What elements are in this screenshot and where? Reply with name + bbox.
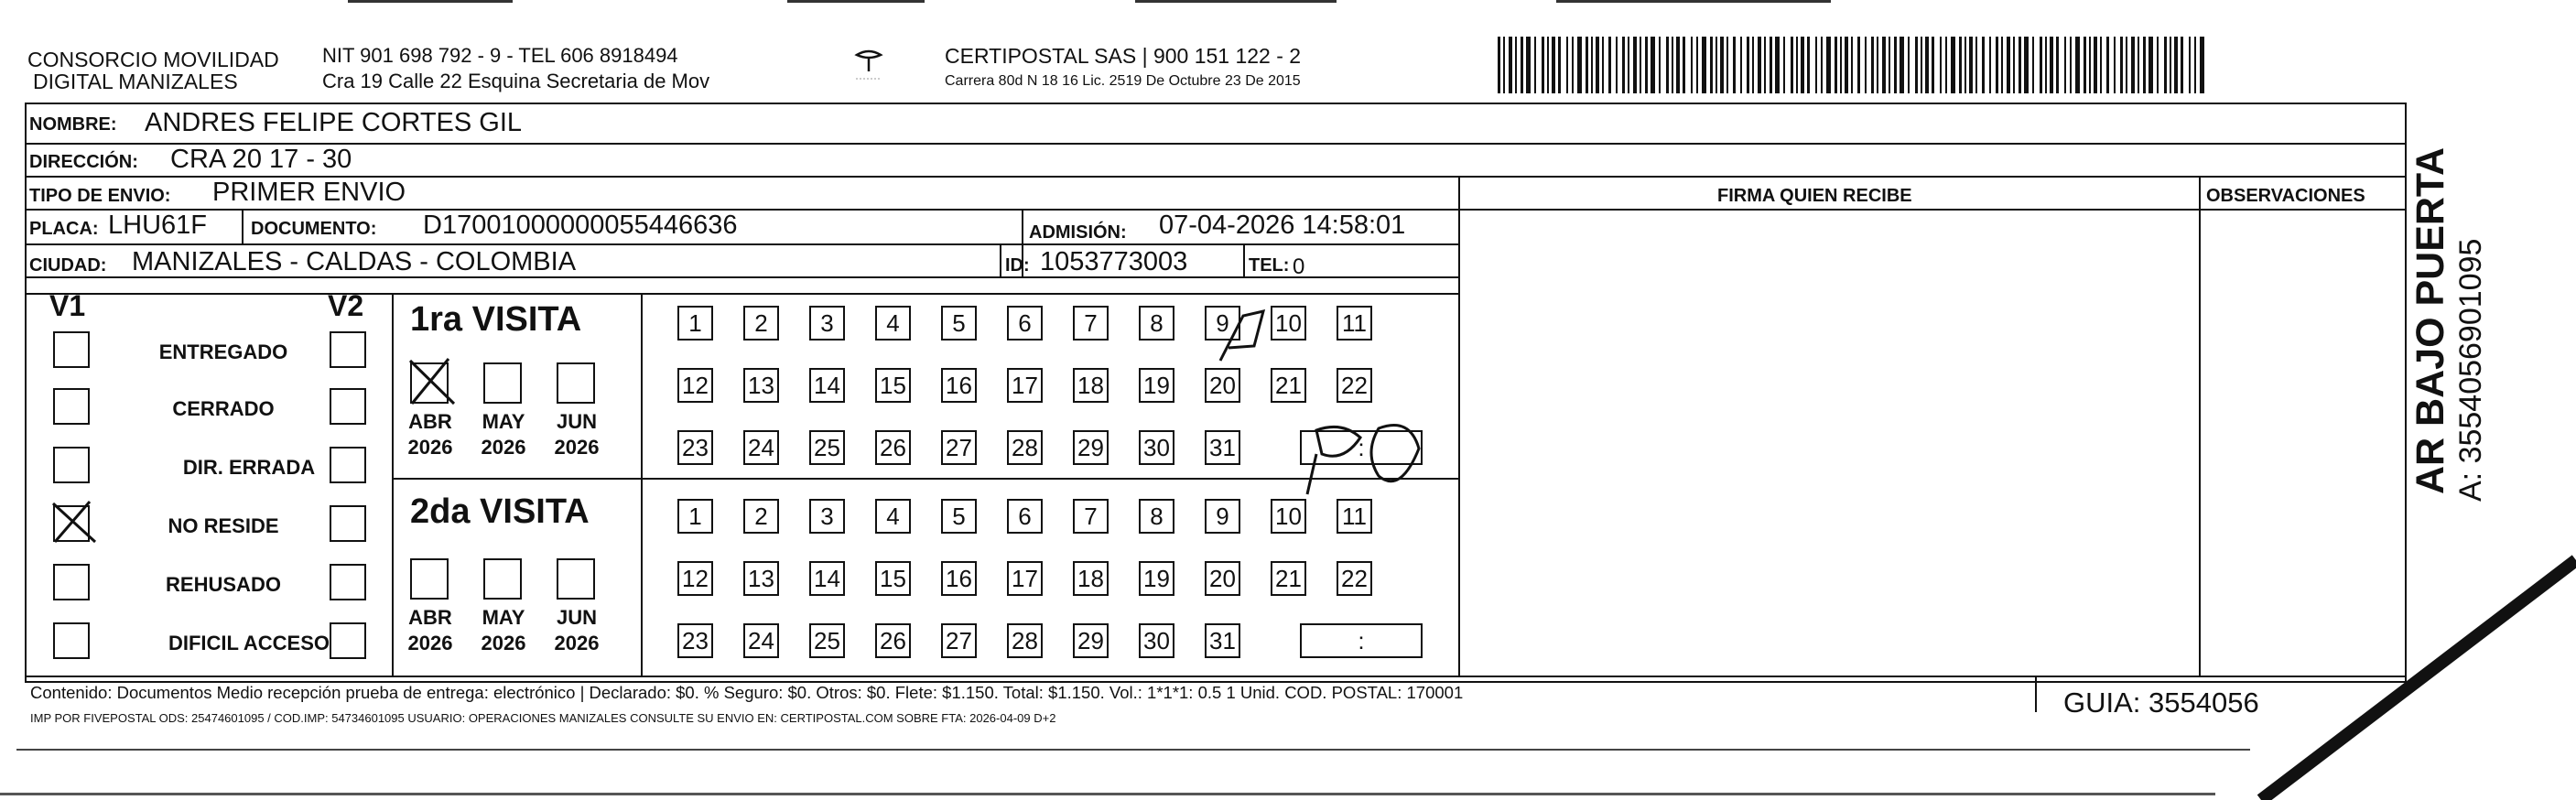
visit1-day-box[interactable]: 1 [677,306,713,341]
visit2-day-box[interactable]: 14 [809,561,845,596]
visit1-day-box[interactable]: 25 [809,430,845,465]
visit1-day-box[interactable]: 3 [809,306,845,341]
visit1-title: 1ra VISITA [410,300,582,339]
status-option-label: ENTREGADO [158,341,288,363]
admission-label: ADMISIÓN: [1029,222,1127,243]
visit2-month-year: 2026 [407,632,453,654]
address-label: DIRECCIÓN: [29,152,138,172]
visit1-day-box[interactable]: 13 [743,368,779,403]
visit1-month-label: MAY [482,410,525,433]
visit1-day-box[interactable]: 4 [875,306,911,341]
recipient-name: ANDRES FELIPE CORTES GIL [145,108,523,137]
visit2-day-box[interactable]: 10 [1271,499,1306,534]
visit1-month-label: ABR [408,410,452,433]
visit2-day-box[interactable]: 5 [941,499,977,534]
visit2-day-box[interactable]: 13 [743,561,779,596]
status-option-label: CERRADO [172,397,275,420]
visit1-day-box[interactable]: 12 [677,368,713,403]
city-label: CIUDAD: [29,255,107,276]
signature-label: FIRMA QUIEN RECIBE [1717,186,1912,206]
visit1-day-box[interactable]: 7 [1073,306,1109,341]
visit2-day-box[interactable]: 19 [1139,561,1174,596]
company-name-line2: DIGITAL MANIZALES [33,70,238,93]
visit2-day-box[interactable]: 27 [941,623,977,658]
visit2-day-box[interactable]: 25 [809,623,845,658]
visit1-day-box[interactable]: 17 [1007,368,1043,403]
visit2-month-label: JUN [556,606,597,629]
visit2-day-box[interactable]: 21 [1271,561,1306,596]
tel-value: 0 [1293,254,1305,279]
shipment-type-label: TIPO DE ENVIO: [29,186,171,206]
visit1-time-box[interactable]: : [1300,430,1423,465]
courier-name: CERTIPOSTAL SAS | 900 151 122 - 2 [945,44,1302,68]
visit1-day-box[interactable]: 2 [743,306,779,341]
visit2-day-box[interactable]: 11 [1337,499,1372,534]
visit2-month-label: ABR [408,606,452,629]
visit2-day-box[interactable]: 26 [875,623,911,658]
id-value: 1053773003 [1040,247,1188,276]
visit2-day-box[interactable]: 22 [1337,561,1372,596]
visit1-day-box[interactable]: 27 [941,430,977,465]
visit1-day-box[interactable]: 30 [1139,430,1174,465]
document-value: D17001000000055446636 [423,211,738,240]
visit1-day-box[interactable]: 21 [1271,368,1306,403]
side-guide-number: A: 3554056901095 [2453,238,2488,502]
visit2-month-year: 2026 [481,632,526,654]
visit1-day-box[interactable]: 28 [1007,430,1043,465]
side-delivery-note: AR BAJO PUERTA [2408,146,2452,494]
visit2-day-box[interactable]: 29 [1073,623,1109,658]
footer-content-line: Contenido: Documentos Medio recepción prueba de entrega: electrónico | Declarado: $0. % Seguro: $0. Otros: $0. Flete: $1.150. Total: $1.150. Vol.: 1*1*1: 0.5 1 Unid. COD. POSTAL: 170001 [30,683,1464,702]
visit2-day-box[interactable]: 9 [1205,499,1240,534]
visit2-day-box[interactable]: 23 [677,623,713,658]
status-option-label: NO RESIDE [168,514,279,537]
footer-print-line: IMP POR FIVEPOSTAL ODS: 25474601095 / COD.IMP: 54734601095 USUARIO: OPERACIONES MANIZALES CONSULTE SU ENVIO EN: CERTIPOSTAL.COM SOBRE FTA: 2026-04-09 D+2 [30,711,1056,725]
visit1-day-box[interactable]: 15 [875,368,911,403]
visit2-day-box[interactable]: 31 [1205,623,1240,658]
plate-label: PLACA: [29,219,99,239]
visit1-day-box[interactable]: 20 [1205,368,1240,403]
visit1-month-year: 2026 [481,436,526,459]
status-option-label: DIR. ERRADA [182,456,316,479]
visit1-month-year: 2026 [554,436,600,459]
visit1-day-box[interactable]: 29 [1073,430,1109,465]
visit1-day-box[interactable]: 10 [1271,306,1306,341]
visit2-month-year: 2026 [554,632,600,654]
visit2-day-box[interactable]: 30 [1139,623,1174,658]
visit2-day-box[interactable]: 6 [1007,499,1043,534]
visit2-day-box[interactable]: 28 [1007,623,1043,658]
visit2-day-box[interactable]: 18 [1073,561,1109,596]
visit1-day-box[interactable]: 8 [1139,306,1174,341]
recipient-address: CRA 20 17 - 30 [170,145,352,174]
visit2-day-box[interactable]: 3 [809,499,845,534]
visit2-day-box[interactable]: 20 [1205,561,1240,596]
visit1-day-box[interactable]: 18 [1073,368,1109,403]
observations-label: OBSERVACIONES [2206,186,2365,206]
visit1-day-box[interactable]: 5 [941,306,977,341]
visit1-day-box[interactable]: 22 [1337,368,1372,403]
v1-header: V1 [49,289,86,322]
guide-number: GUIA: 3554056 [2063,686,2259,719]
visit1-day-box[interactable]: 9 [1205,306,1240,341]
status-option-label: REHUSADO [166,573,281,596]
visit1-day-box[interactable]: 16 [941,368,977,403]
id-label: ID: [1005,255,1030,276]
company-address: Cra 19 Calle 22 Esquina Secretaria de Mov [322,70,710,92]
visit2-day-box[interactable]: 1 [677,499,713,534]
courier-license: Carrera 80d N 18 16 Lic. 2519 De Octubre 23 De 2015 [945,73,1301,89]
visit2-day-box[interactable]: 8 [1139,499,1174,534]
visit1-day-box[interactable]: 24 [743,430,779,465]
visit1-day-box[interactable]: 19 [1139,368,1174,403]
plate-value: LHU61F [108,211,207,240]
bottom-rule [16,749,2250,751]
visit2-day-box[interactable]: 24 [743,623,779,658]
visit2-day-box[interactable]: 12 [677,561,713,596]
visit1-day-box[interactable]: 11 [1337,306,1372,341]
visit2-day-box[interactable]: 2 [743,499,779,534]
bottom-edge-marks [0,793,2215,795]
company-nit: NIT 901 698 792 - 9 - TEL 606 8918494 [322,44,678,67]
tel-label: TEL: [1249,255,1290,276]
visit2-day-box[interactable]: 4 [875,499,911,534]
visit2-month-label: MAY [482,606,525,629]
v2-header: V2 [328,289,364,322]
admission-value: 07-04-2026 14:58:01 [1159,211,1406,240]
document-label: DOCUMENTO: [251,219,377,239]
city-value: MANIZALES - CALDAS - COLOMBIA [132,247,577,276]
visit1-day-box[interactable]: 14 [809,368,845,403]
visit2-time-box[interactable]: : [1300,623,1423,658]
visit2-day-box[interactable]: 15 [875,561,911,596]
shipment-type: PRIMER ENVIO [212,178,406,207]
visit1-month-label: JUN [556,410,597,433]
visit1-day-box[interactable]: 6 [1007,306,1043,341]
status-option-label: DIFICIL ACCESO [168,632,330,654]
visit2-title: 2da VISITA [410,492,590,531]
visit2-day-box[interactable]: 7 [1073,499,1109,534]
visit1-day-box[interactable]: 23 [677,430,713,465]
visit1-month-year: 2026 [407,436,453,459]
name-label: NOMBRE: [29,114,117,135]
visit2-day-box[interactable]: 16 [941,561,977,596]
company-name-line1: CONSORCIO MOVILIDAD [27,48,279,71]
visit2-day-box[interactable]: 17 [1007,561,1043,596]
visit1-day-box[interactable]: 31 [1205,430,1240,465]
visit1-day-box[interactable]: 26 [875,430,911,465]
